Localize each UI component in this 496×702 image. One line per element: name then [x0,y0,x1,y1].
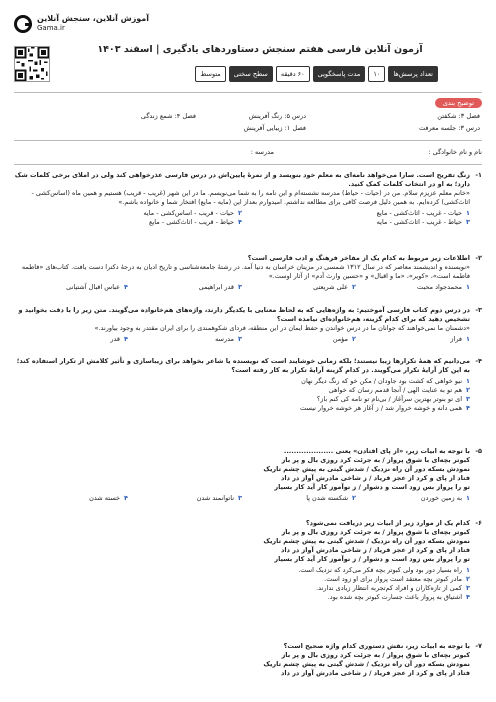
stat-duration-value: ۶۰ دقیقه [276,66,310,82]
question-passage: «خانم معلم عزیزم سلام. من در (حیات - حیاط) مدرسه نشسته‌ام و این نامه را به شما می‌نویسم. ما در این شهر (غریب - قریب) هستیم و همین ماه (اساس‌کشی - اثاث‌کشی) کرده‌ایم. به همین دلیل فرصت کافی برای مطالعه نداشتم. امیدوارم بعداز این (مایه - مایع) افتخار شما و خانواده باشم.» [31,189,470,206]
stat-difficulty-value: متوسط [195,66,225,82]
options [14,209,470,227]
question-passage: «نویسنده و اندیشمند معاصر که در سال ۱۳۱۲ شمسی در مزینان خراسان به دنیا آمد. در رشتهٔ جامعه‌شناسی و تاریخ ادیان به درجهٔ دکترا دست یافت. کتاب‌های «فاطمه فاطمه است»، «کویر»، «ما و اقبال» و «حسین وارث آدم» از آثار اوست.» [21,263,470,280]
question-text: می‌دانیم که همهٔ تکرارها زیبا نیستند؛ بلکه زمانی خوشایند است که نویسنده یا شاعر بخواهد برای زیباسازی و تأثیر کلامش از تکرار استفاده کند؛ به این کار آرایهٔ تکرار می‌گویند. در کدام گزینه آرایهٔ تکرار به کار رفته است؟ [16,357,470,374]
question-7 [14,642,482,678]
poem-verses: کبوتر بچه‌ای با شوق پرواز / به جرئت کرد روزی بال و پر باز نمودش بسکه دور آن راه نزدیک / شدش گیتی به پیش چشم تاریک فتاد از پای و کرد از عجز فریاد / ز شاخی مادرش آواز در داد تو را پرواز بس زود است و دشوار / ز نوآموز کار آید کار بسیار [263,528,470,563]
stat-difficulty-label: سطح سختی [229,66,273,82]
site-url: Gama.ir [37,24,65,32]
poem-verses: کبوتر بچه‌ای با شوق پرواز / به جرئت کرد روزی بال و پر باز نمودش بسکه دور آن راه نزدیک / شدش گیتی به پیش چشم تاریک فتاد از پای و کرد از عجز فریاد / ز شاخی مادرش آواز در داد تو را پرواز بس زود است و دشوار / ز نوآموز کار آید کار بسیار [263,456,470,491]
option-4[interactable]: ۴خسته شدن [89,494,128,502]
question-text: زنگ تفریح است. سارا می‌خواهد نامه‌ای به معلم خود بنویسد و از نمرهٔ پایین‌اش در درس فارسی عذرخواهی کند ولی در املای برخی کلمات شک دارد؛ به او در انتخاب کلمات کمک کنید. [14,171,470,188]
option-2[interactable]: ۲مادر کبوتر بچه معتقد است پرواز برای او زود است. [324,575,470,583]
option-2[interactable]: ۲هم تو به عنایت الهی / آنجا قدمم رسان که خواهی [328,386,470,394]
option-1[interactable]: ۱به زمین خوردن [420,494,470,502]
option-2[interactable]: ۲شکسته شدن پا [306,494,356,502]
meta-chapter-3: فصل ۳: شکفتن [437,112,480,120]
site-logo[interactable] [14,14,149,33]
question-text: با توجه به ابیات زیر، «از پای افتادن» یعنی .................... [283,447,470,455]
meta-lesson-5: درس ۵: رنگ آفرینش [248,112,306,120]
question-5 [14,447,482,503]
site-name: آموزش آنلاین، سنجش آنلاین [37,14,150,23]
divider [14,92,482,93]
question-text: با توجه به ابیات زیر، نقش دستوری کدام واژه صحیح است؟ [283,642,470,650]
qr-code-icon [14,46,50,82]
option-3[interactable]: ۳ای تو بنوتر بهترین سرآغاز / بی‌نام تو نامه کی کنم باز؟ [316,395,470,403]
stat-questions-label: تعداد پرسش‌ها [388,66,438,82]
option-3[interactable]: ۳کمی از تازه‌کاران و افراد کم‌تجربه انتظار زیادی ندارند. [316,584,470,592]
student-name-field[interactable]: نام و نام خانوادگی : [428,148,482,156]
student-school-field[interactable]: مدرسه : [250,148,274,156]
question-number: ۶- [475,519,482,527]
options [14,335,470,344]
question-number: ۵- [475,447,482,455]
question-passage: «دشمنان ما نمی‌خواهند که جوانان ما در درس خواندن و حفظ ایمان در این منطقه، فردای شکوهمندی را برای ایران مقتدر به وجود بیاورند.» [94,324,470,332]
options [14,283,470,292]
question-text: کدام یک از موارد زیر از ابیات زیر دریافت نمی‌شود؟ [305,519,470,527]
stat-duration-label: مدت پاسخگویی [313,66,366,82]
question-number: ۷- [475,642,482,650]
option-3[interactable]: ۳مدرسه [215,335,242,343]
question-text: اطلاعات زیر مربوط به کدام یک از مفاخر فرهنگ و ادب فارسی است؟ [247,254,470,262]
divider [14,164,482,165]
options [14,566,470,602]
option-4[interactable]: ۴قدر [110,335,128,343]
question-2 [14,254,482,292]
option-1[interactable]: ۱راه بسیار دور بود ولی کبوتر بچه فکر می‌کرد که نزدیک است. [298,566,470,574]
question-number: ۲- [475,254,482,262]
option-1[interactable]: ۱محمدجواد محبت [417,283,470,291]
student-info-row [14,148,482,162]
option-3[interactable]: ۳ناتوانمند شدن [196,494,242,502]
section-badge: توضیح بندی [435,98,482,108]
option-2[interactable]: ۲حیات - قریب - اساس‌کشی - مایه [143,209,242,217]
question-text: در درس دوم کتاب فارسی آموختیم: به واژه‌هایی که به لحاظ معنایی با یکدیگر دارند، واژه‌های هم‌خانواده می‌گویند. متن زیر را با دقت بخوانید و تشخیص دهید که برای کدام گزینه، هم‌خانواده‌ای نیامده است؟ [18,306,470,323]
poem-verses: کبوتر بچه‌ای با شوق پرواز / به جرئت کرد روزی بال و پر باز نمودش بسکه دور آن راه نزدیک / شدش گیتی به پیش چشم تاریک فتاد از پای و کرد از عجز فریاد / ز شاخی مادرش آواز در داد [263,651,470,677]
option-4[interactable]: ۴همی دانه و خوشه خروار شد / ز آغاز هر خوشه خروار نیست [300,404,470,412]
option-2[interactable]: ۲مؤمن [332,335,356,343]
options [14,377,470,413]
question-number: ۴- [475,357,482,365]
option-1[interactable]: ۱نیو خواهی که کشت بود جاودان / مکن خو که رنگ دیگر نهان [301,377,470,385]
meta-chapter-4: فصل ۴: شمع زندگی [140,112,196,120]
meta-lesson-3: درس ۳: جلسه معرفت [418,124,480,132]
gama-logo-icon [14,15,32,33]
divider [14,140,482,141]
option-2[interactable]: ۲علی شریعتی [313,283,356,291]
option-3[interactable]: ۳قدر ابراهیمی [198,283,242,291]
stat-questions-value: ۱۰ [368,66,385,82]
question-4 [14,357,482,413]
option-4[interactable]: ۴عباس اقبال آشتیانی [66,283,128,291]
options [14,494,470,503]
meta-chapter-1: فصل ۱: زیبایی آفرینش [243,124,306,132]
question-number: ۳- [475,306,482,314]
option-3[interactable]: ۳حیاط - غریب - اثاث‌کشی - مایه [376,218,470,226]
option-1[interactable]: ۱فراز [450,335,470,343]
exam-title: آزمون آنلاین فارسی هفتم سنجش دستاوردهای یادگیری | اسفند ۱۴۰۳ [97,44,423,55]
question-number: ۱- [475,171,482,179]
exam-stats-bar [195,66,438,82]
option-1[interactable]: ۱حیات - غریب - اثاث‌کشی - مایع [376,209,470,217]
option-4[interactable]: ۴اشتیاق به پرواز باعث جسارت کبوتر بچه شده بود. [327,593,470,601]
question-6 [14,519,482,602]
question-3 [14,306,482,344]
question-1 [14,171,482,227]
option-4[interactable]: ۴حیاط - قریب - اثاث‌کشی - مایع [148,218,242,226]
